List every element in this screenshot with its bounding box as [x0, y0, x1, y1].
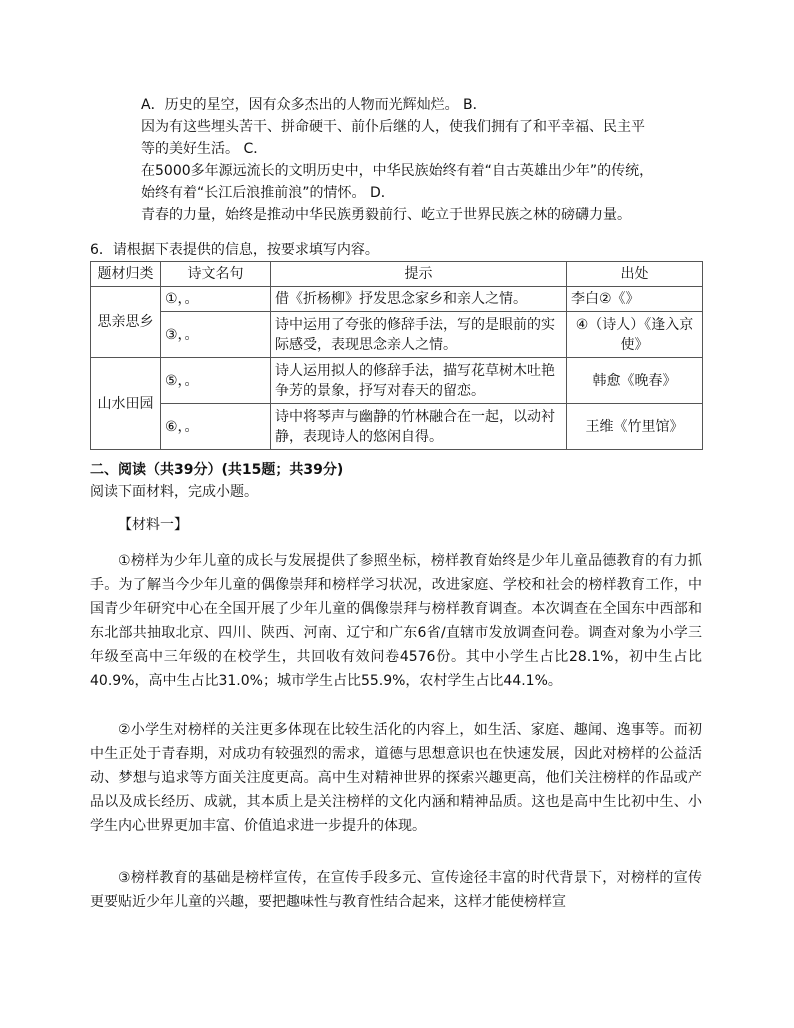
- table-row: [91, 358, 703, 404]
- option-d-line: 青春的力量，始终是推动中华民族勇毅前行、屹立于世界民族之林的磅礴力量。: [141, 207, 631, 223]
- option-b-line-1: 因为有这些埋头苦干、拼命硬干、前仆后继的人，使我们拥有了和平幸福、民主平: [141, 119, 645, 135]
- paragraph-2: [90, 718, 702, 838]
- hint-cell: 诗人运用拟人的修辞手法，描写花草树木吐艳争芳的景象，抒写对春天的留恋。: [271, 358, 567, 404]
- table-row: [91, 312, 703, 358]
- source-cell: 李白②《》: [567, 287, 703, 312]
- source-cell: 韩愈《晚春》: [567, 358, 703, 404]
- header-category: 题材归类: [91, 262, 161, 287]
- reading-instruction: 阅读下面材料，完成小题。: [90, 484, 258, 500]
- paragraph-1: [90, 549, 702, 693]
- paragraph-text: ②小学生对榜样的关注更多体现在比较生活化的内容上，如生活、家庭、趣闻、逸事等。而初中生正处于青春期，对成功有较强烈的需求，道德与思想意识也在快速发展，因此对榜样的公益活动、梦想与追求等方面关注度更高。高中生对精神世界的探索兴趣更高，他们关注榜样的作品或产品以及成长经历、成就，其本质上是关注榜样的文化内涵和精神品质。这也是高中生比初中生、小学生内心世界更加丰富、价值追求进一步提升的体现。: [90, 722, 702, 834]
- category-cell: 思亲思乡: [91, 287, 161, 358]
- blank-cell: ①，。: [161, 287, 271, 312]
- section-heading: 二、阅读（共39分）(共15题；共39分): [90, 462, 344, 478]
- paragraph-text: ①榜样为少年儿童的成长与发展提供了参照坐标，榜样教育始终是少年儿童品德教育的有力抓手。为了解当今少年儿童的偶像崇拜和榜样学习状况，改进家庭、学校和社会的榜样教育工作，中国青少年研究中心在全国开展了少年儿童的偶像崇拜与榜样教育调查。本次调查在全国东中西部和东北部共抽取北京、四川、陕西、河南、辽宁和广东6省/直辖市发放调查问卷。调查对象为小学三年级至高中三年级的在校学生，共回收有效问卷4576份。其中小学生占比28.1%，初中生占比40.9%，高中生占比31.0%；城市学生占比55.9%，农村学生占比44.1%。: [90, 553, 702, 689]
- table-row: [91, 404, 703, 450]
- table-header-row: [91, 262, 703, 287]
- paragraph-text: ③榜样教育的基础是榜样宣传，在宣传手段多元、宣传途径丰富的时代背景下，对榜样的宣传更要贴近少年儿童的兴趣，要把趣味性与教育性结合起来，这样才能使榜样宣: [90, 870, 702, 910]
- blank-cell: ③，。: [161, 312, 271, 358]
- option-c-line-2: 始终有着“长江后浪推前浪”的情怀。 D．: [141, 185, 395, 201]
- blank-cell: ⑥，。: [161, 404, 271, 450]
- option-b-line-2: 等的美好生活。 C．: [141, 141, 268, 157]
- hint-cell: 诗中将琴声与幽静的竹林融合在一起，以动衬静，表现诗人的悠闲自得。: [271, 404, 567, 450]
- category-cell: 山水田园: [91, 358, 161, 450]
- table-row: [91, 287, 703, 312]
- source-cell: ④（诗人）《逢入京使》: [567, 312, 703, 358]
- option-a-line: A．历史的星空，因有众多杰出的人物而光辉灿烂。 B．: [141, 97, 487, 113]
- paragraph-3: [90, 866, 702, 914]
- question-6-prompt: 6．请根据下表提供的信息，按要求填写内容。: [90, 242, 379, 258]
- header-lines: 诗文名句: [161, 262, 271, 287]
- option-c-line-1: 在5000多年源远流长的文明历史中，中华民族始终有着“自古英雄出少年”的传统，: [141, 163, 654, 179]
- hint-cell: 诗中运用了夸张的修辞手法，写的是眼前的实际感受，表现思念亲人之情。: [271, 312, 567, 358]
- header-source: 出处: [567, 262, 703, 287]
- header-hint: 提示: [271, 262, 567, 287]
- material-title: 【材料一】: [118, 517, 188, 533]
- source-cell: 王维《竹里馆》: [567, 404, 703, 450]
- blank-cell: ⑤，。: [161, 358, 271, 404]
- hint-cell: 借《折杨柳》抒发思念家乡和亲人之情。: [271, 287, 567, 312]
- poetry-table: [90, 261, 703, 450]
